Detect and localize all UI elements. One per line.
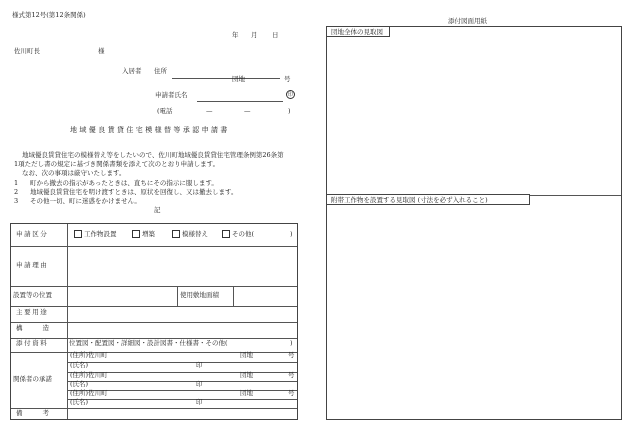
form-title: 地域優良賃貸住宅模様替等承認申請書	[70, 126, 230, 134]
section2-label-box	[326, 194, 530, 205]
consent-1-danchi: 団地	[240, 351, 253, 359]
option-extension[interactable]: 増築	[132, 230, 155, 238]
para1-line1: 地域優良賃貸住宅の模様替え等をしたいので、佐川町地域優良賃貸住宅管理条例第26条第	[22, 151, 284, 159]
address-label: 住所	[154, 67, 167, 75]
item-2-num: 2	[14, 188, 19, 196]
para2: なお、次の事項は厳守いたします。	[22, 169, 126, 177]
section2-label: 附帯工作物を設置する見取図 (寸法を必ず入れること)	[331, 196, 488, 204]
attachments-close: )	[290, 339, 293, 347]
section1-label: 団地全体の見取図	[331, 28, 383, 36]
location-label: 設置等の位置	[13, 291, 52, 299]
consent-1-seal: 印	[196, 361, 203, 369]
item-3-text: その他一切、町に迷惑をかけません。	[30, 197, 141, 205]
consent-2-room: 号	[288, 371, 295, 379]
checkbox[interactable]	[74, 230, 82, 238]
checkbox[interactable]	[132, 230, 140, 238]
attachments-value: 位置図・配置図・詳細図・設計図書・仕様書・その他(	[69, 339, 228, 347]
applicant-seal: 印	[287, 92, 293, 98]
date-year: 年	[232, 31, 239, 39]
consent-3-address: (住所)佐川町	[70, 389, 108, 397]
option-other-close: )	[290, 230, 293, 238]
consent-1-name: (氏名)	[70, 361, 89, 369]
application-table	[10, 223, 298, 420]
category-label: 申請区分	[16, 230, 49, 238]
tel-dash-2: —	[244, 107, 251, 115]
item-1-text: 町から撤去の指示があったときは、直ちにその指示に服します。	[30, 179, 218, 187]
remarks-label: 備考	[16, 409, 69, 417]
addressee: 佐川町長	[14, 47, 40, 55]
consent-1-room: 号	[288, 351, 295, 359]
reason-label: 申請理由	[16, 261, 49, 269]
option-other[interactable]: その他(	[222, 230, 254, 238]
consent-2-address: (住所)佐川町	[70, 371, 108, 379]
attachments-label: 添付資料	[16, 339, 49, 347]
address-line	[172, 78, 280, 79]
option-remodel[interactable]: 模様替え	[172, 230, 208, 238]
consent-3-danchi: 団地	[240, 389, 253, 397]
ki-mark: 記	[154, 206, 161, 214]
address-room: 号	[284, 75, 291, 83]
option-structure[interactable]: 工作物設置	[74, 230, 117, 238]
form-number: 様式第12号(第12条関係)	[12, 11, 86, 19]
consent-2-danchi: 団地	[240, 371, 253, 379]
consent-3-room: 号	[288, 389, 295, 397]
consent-2-seal: 印	[196, 380, 203, 388]
checkbox[interactable]	[172, 230, 180, 238]
item-3-num: 3	[14, 197, 19, 205]
consent-3-seal: 印	[196, 398, 203, 406]
tel-open: (電話	[157, 107, 173, 115]
area-label: 使用敷地面積	[180, 291, 219, 299]
consent-1-address: (住所)佐川町	[70, 351, 108, 359]
tel-close: )	[288, 107, 291, 115]
attachment-sheet-title: 添付図面用紙	[448, 17, 487, 25]
structure-label: 構造	[16, 324, 69, 332]
purpose-label: 主要用途	[16, 308, 49, 316]
item-2-text: 地域優良賃貸住宅を明け渡すときは、原状を回復し、又は撤去します。	[30, 188, 238, 196]
para1-line2: 1項ただし書の規定に基づき関係書類を添えて次のとおり申請します。	[14, 160, 220, 168]
addressee-honorific: 様	[98, 47, 105, 55]
name-line	[197, 101, 283, 102]
item-1-num: 1	[14, 179, 19, 187]
consent-3-name: (氏名)	[70, 398, 89, 406]
address-danchi: 団地	[232, 75, 245, 83]
checkbox[interactable]	[222, 230, 230, 238]
section1-label-box	[326, 26, 390, 37]
attachment-sheet-frame	[326, 26, 622, 420]
date-month: 月	[251, 31, 258, 39]
resident-label: 入居者	[122, 67, 142, 75]
consent-2-name: (氏名)	[70, 380, 89, 388]
applicant-name-label: 申請者氏名	[155, 91, 188, 99]
tel-dash-1: —	[206, 107, 213, 115]
consent-label: 関係者の承諾	[13, 375, 52, 383]
date-day: 日	[272, 31, 279, 39]
